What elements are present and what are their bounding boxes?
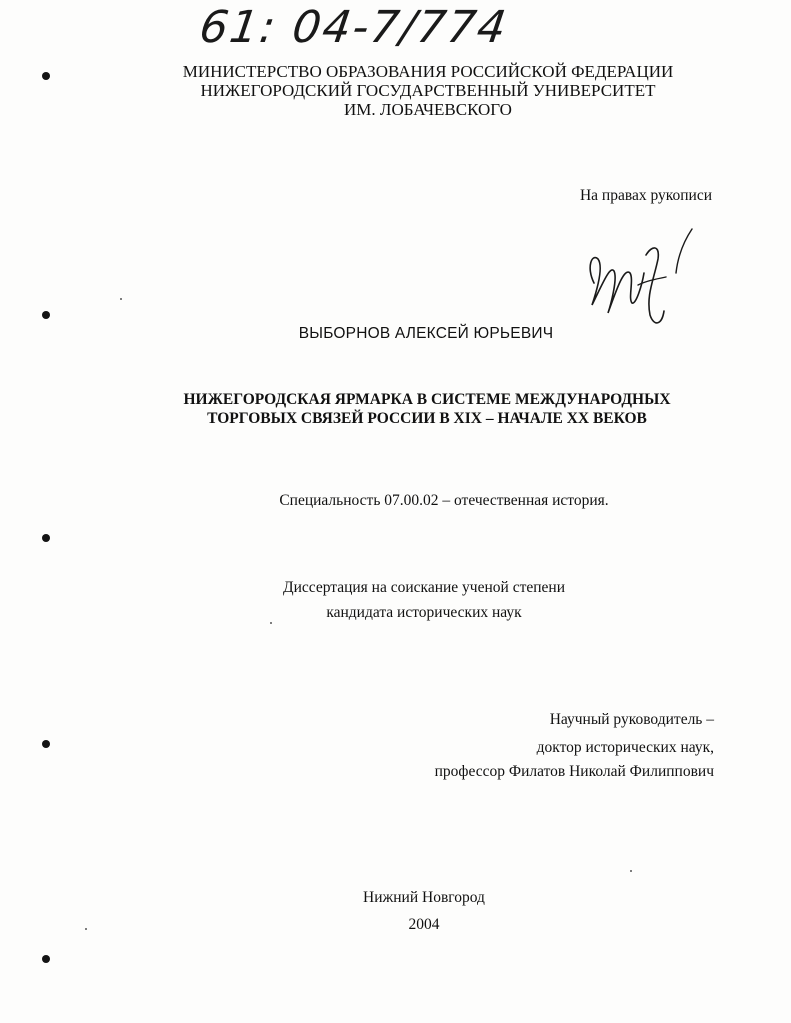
dissertation-line-1: Диссертация на соискание ученой степени [283, 579, 565, 596]
author-name: ВЫБОРНОВ АЛЕКСЕЙ ЮРЬЕВИЧ [298, 325, 554, 342]
punch-hole-mark [42, 534, 50, 542]
scan-speck [120, 298, 122, 300]
supervisor-block [350, 708, 714, 784]
thesis-title-line-2: ТОРГОВЫХ СВЯЗЕЙ РОССИИ В XIX – НАЧАЛЕ XX ВЕКОВ [207, 410, 647, 427]
thesis-title-line-1: НИЖЕГОРОДСКАЯ ЯРМАРКА В СИСТЕМЕ МЕЖДУНАРОДНЫХ [183, 391, 671, 408]
ministry-line: МИНИСТЕРСТВО ОБРАЗОВАНИЯ РОССИЙСКОЙ ФЕДЕРАЦИИ [182, 62, 674, 81]
named-after-line: ИМ. ЛОБАЧЕВСКОГО [344, 100, 512, 119]
manuscript-rights: На правах рукописи [579, 187, 712, 204]
punch-hole-mark [42, 955, 50, 963]
supervisor-degree: доктор исторических наук, [536, 739, 714, 756]
specialty-line: Специальность 07.00.02 – отечественная история. [279, 492, 609, 509]
scan-speck [630, 870, 632, 872]
institution-header [120, 62, 736, 119]
dissertation-degree [150, 575, 698, 625]
city-line: Нижний Новгород [363, 889, 485, 906]
city-year-block [150, 884, 698, 938]
punch-hole-mark [42, 740, 50, 748]
punch-hole-mark [42, 72, 50, 80]
supervisor-name: профессор Филатов Николай Филиппович [434, 763, 714, 780]
scan-speck [85, 928, 87, 930]
punch-hole-mark [42, 311, 50, 319]
thesis-title [100, 390, 754, 428]
dissertation-line-2: кандидата исторических наук [326, 604, 522, 621]
university-line: НИЖЕГОРОДСКИЙ ГОСУДАРСТВЕННЫЙ УНИВЕРСИТЕТ [200, 81, 656, 100]
year-line: 2004 [408, 916, 440, 933]
signature-icon [580, 215, 700, 335]
archive-number: 61: 04-7/774 [196, 2, 512, 53]
supervisor-label: Научный руководитель – [549, 711, 714, 728]
scan-speck [270, 622, 272, 624]
